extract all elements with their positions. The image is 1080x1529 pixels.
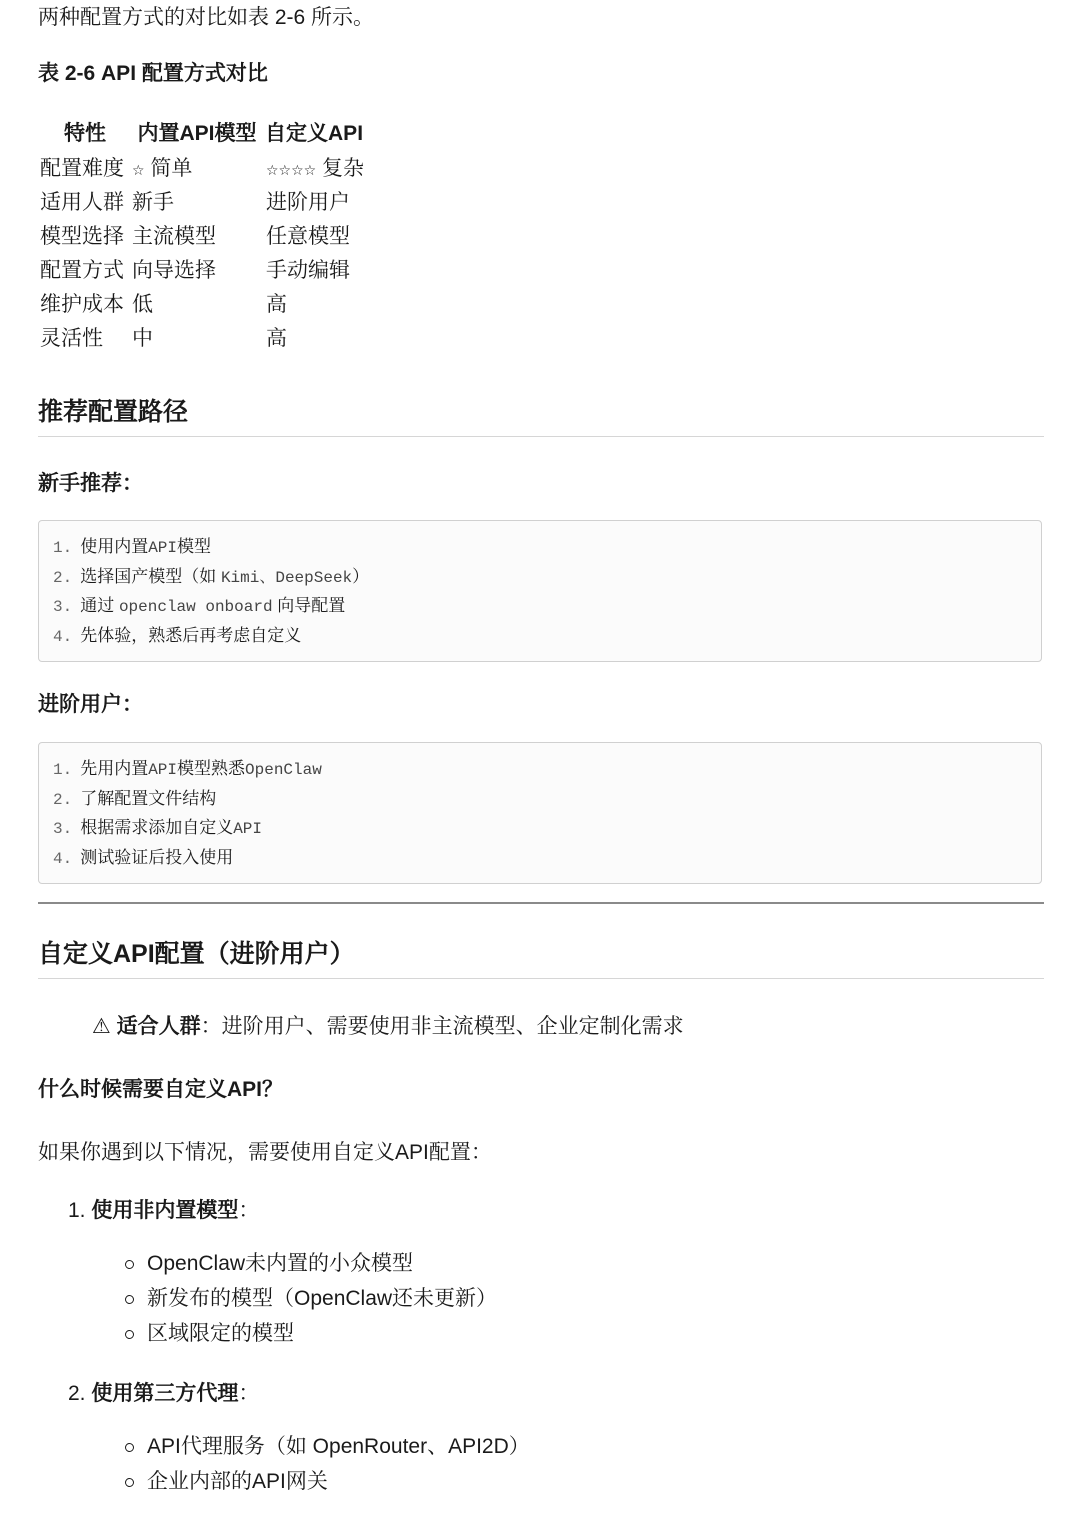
bullet-item (122, 1464, 530, 1499)
beginner-steps-list (53, 533, 1027, 651)
question-heading: 什么时候需要自定义API？ (38, 1078, 284, 1101)
table-row (38, 286, 366, 320)
cell-custom-text: 高 (266, 327, 287, 350)
case-1-items (122, 1246, 497, 1351)
step-text: 测试验证后投入使用 (80, 847, 234, 867)
cell-builtin-text: 主流模型 (132, 225, 216, 248)
cell-builtin (132, 320, 262, 354)
cell-builtin-text: 新手 (132, 191, 174, 214)
step-text: 选择国产模型（如 (80, 566, 221, 586)
step-text: 模型熟悉 (177, 759, 246, 778)
cell-custom (262, 286, 366, 320)
case-number: 2. (68, 1382, 86, 1405)
cell-feature: 模型选择 (40, 225, 124, 248)
step-text: 了解配置文件结构 (80, 788, 217, 808)
step-text: 根据需求添加自定义 (80, 818, 234, 837)
audience-text: ：进阶用户、需要使用非主流模型、企业定制化需求 (200, 1015, 684, 1038)
step-text: 向导配置 (272, 596, 346, 615)
step-item (53, 622, 1027, 652)
cell-custom (262, 218, 366, 252)
bullet-item (122, 1246, 497, 1281)
step-code: Kimi、DeepSeek (220, 568, 353, 587)
step-text: ） (352, 566, 370, 586)
cell-custom-text: 任意模型 (266, 225, 350, 248)
case-suffix: ： (238, 1199, 260, 1222)
section-divider (38, 978, 1044, 979)
cell-builtin (132, 252, 262, 286)
table-row (38, 252, 366, 286)
section-title-custom: 自定义API配置（进阶用户） (38, 940, 355, 968)
beginner-steps-block (38, 520, 1042, 662)
advanced-steps-list (53, 755, 1027, 873)
step-text: 模型 (177, 537, 212, 556)
cell-feature: 维护成本 (40, 293, 124, 316)
cell-custom-text: 手动编辑 (266, 259, 350, 282)
cell-custom-text: 复杂 (322, 157, 365, 180)
bullet-icon (125, 1443, 134, 1452)
header-custom: 自定义API (265, 122, 364, 145)
step-item (53, 844, 1027, 874)
case-1-title (68, 1194, 259, 1224)
step-number: 4. (53, 627, 73, 646)
step-text: 使用内置 (80, 537, 149, 556)
bullet-item (122, 1281, 497, 1316)
bullet-item (122, 1316, 497, 1351)
cell-feature: 配置难度 (40, 157, 124, 180)
cell-custom (262, 252, 366, 286)
step-number: 1. (53, 539, 73, 557)
step-code: API (148, 761, 178, 779)
case-label: 使用非内置模型 (91, 1199, 239, 1222)
bullet-text: 新发布的模型（OpenClaw还未更新） (147, 1287, 498, 1310)
header-feature: 特性 (64, 122, 106, 145)
intro-paragraph: 两种配置方式的对比如表 2-6 所示。 (38, 6, 375, 29)
step-item (53, 785, 1027, 815)
case-number: 1. (68, 1199, 86, 1222)
case-label: 使用第三方代理 (91, 1382, 239, 1405)
bullet-icon (125, 1330, 134, 1339)
step-item (53, 563, 1027, 593)
cell-custom-text: 高 (266, 293, 287, 316)
table-body (38, 150, 366, 354)
bullet-item (122, 1429, 530, 1464)
step-item (53, 533, 1027, 563)
cell-builtin (132, 150, 262, 184)
horizontal-rule (38, 902, 1044, 904)
cell-feature: 适用人群 (40, 191, 124, 214)
advanced-heading: 进阶用户： (38, 693, 143, 716)
header-builtin: 内置API模型 (137, 122, 257, 145)
step-item (53, 592, 1027, 622)
bullet-icon (125, 1478, 134, 1487)
cell-builtin-text: 简单 (150, 157, 193, 180)
cell-builtin (132, 184, 262, 218)
beginner-heading: 新手推荐： (38, 472, 143, 495)
step-number: 2. (53, 790, 73, 809)
advanced-steps-block (38, 742, 1042, 884)
step-text: 先体验，熟悉后再考虑自定义 (80, 625, 302, 645)
case-2-title (68, 1377, 259, 1407)
cell-custom (262, 150, 366, 184)
bullet-icon (125, 1260, 134, 1269)
step-code: openclaw onboard (118, 598, 273, 616)
star-rating: ☆☆☆☆ (266, 162, 317, 178)
cell-custom (262, 320, 366, 354)
cell-builtin-text: 向导选择 (132, 259, 216, 282)
cell-custom-text: 进阶用户 (266, 191, 350, 214)
step-number: 2. (53, 568, 73, 587)
step-text: 先用内置 (80, 759, 149, 778)
warning-icon: ⚠ (92, 1015, 111, 1038)
step-number: 4. (53, 849, 73, 868)
step-code: OpenClaw (245, 761, 322, 779)
table-row (38, 150, 366, 184)
cell-custom (262, 184, 366, 218)
bullet-icon (125, 1295, 134, 1304)
section-title-recommend: 推荐配置路径 (38, 398, 189, 426)
bullet-text: 企业内部的API网关 (147, 1470, 328, 1493)
bullet-text: OpenClaw未内置的小众模型 (147, 1252, 414, 1275)
audience-label: 适合人群 (116, 1015, 201, 1038)
table-row (38, 218, 366, 252)
bullet-text: API代理服务（如 OpenRouter、API2D） (147, 1435, 530, 1458)
audience-note (92, 1010, 684, 1040)
step-code: API (148, 539, 178, 557)
step-number: 3. (53, 598, 73, 616)
cell-feature: 灵活性 (40, 327, 103, 350)
step-number: 1. (53, 761, 73, 779)
step-item (53, 755, 1027, 785)
step-code: API (233, 820, 263, 838)
bullet-text: 区域限定的模型 (147, 1322, 294, 1345)
cell-feature: 配置方式 (40, 259, 124, 282)
step-number: 3. (53, 820, 73, 838)
cell-builtin-text: 中 (132, 327, 153, 350)
step-item (53, 814, 1027, 844)
table-row (38, 320, 366, 354)
case-suffix: ： (238, 1382, 260, 1405)
lead-paragraph: 如果你遇到以下情况，需要使用自定义API配置： (38, 1141, 492, 1164)
section-divider (38, 436, 1044, 437)
table-row (38, 184, 366, 218)
cell-builtin-text: 低 (132, 293, 153, 316)
table-header-row (38, 114, 366, 150)
star-rating: ☆ (132, 162, 145, 178)
case-2-items (122, 1429, 530, 1499)
cell-builtin (132, 218, 262, 252)
table-caption: 表 2-6 API 配置方式对比 (38, 62, 268, 85)
step-text: 通过 (80, 596, 119, 615)
comparison-table (38, 114, 366, 354)
cell-builtin (132, 286, 262, 320)
